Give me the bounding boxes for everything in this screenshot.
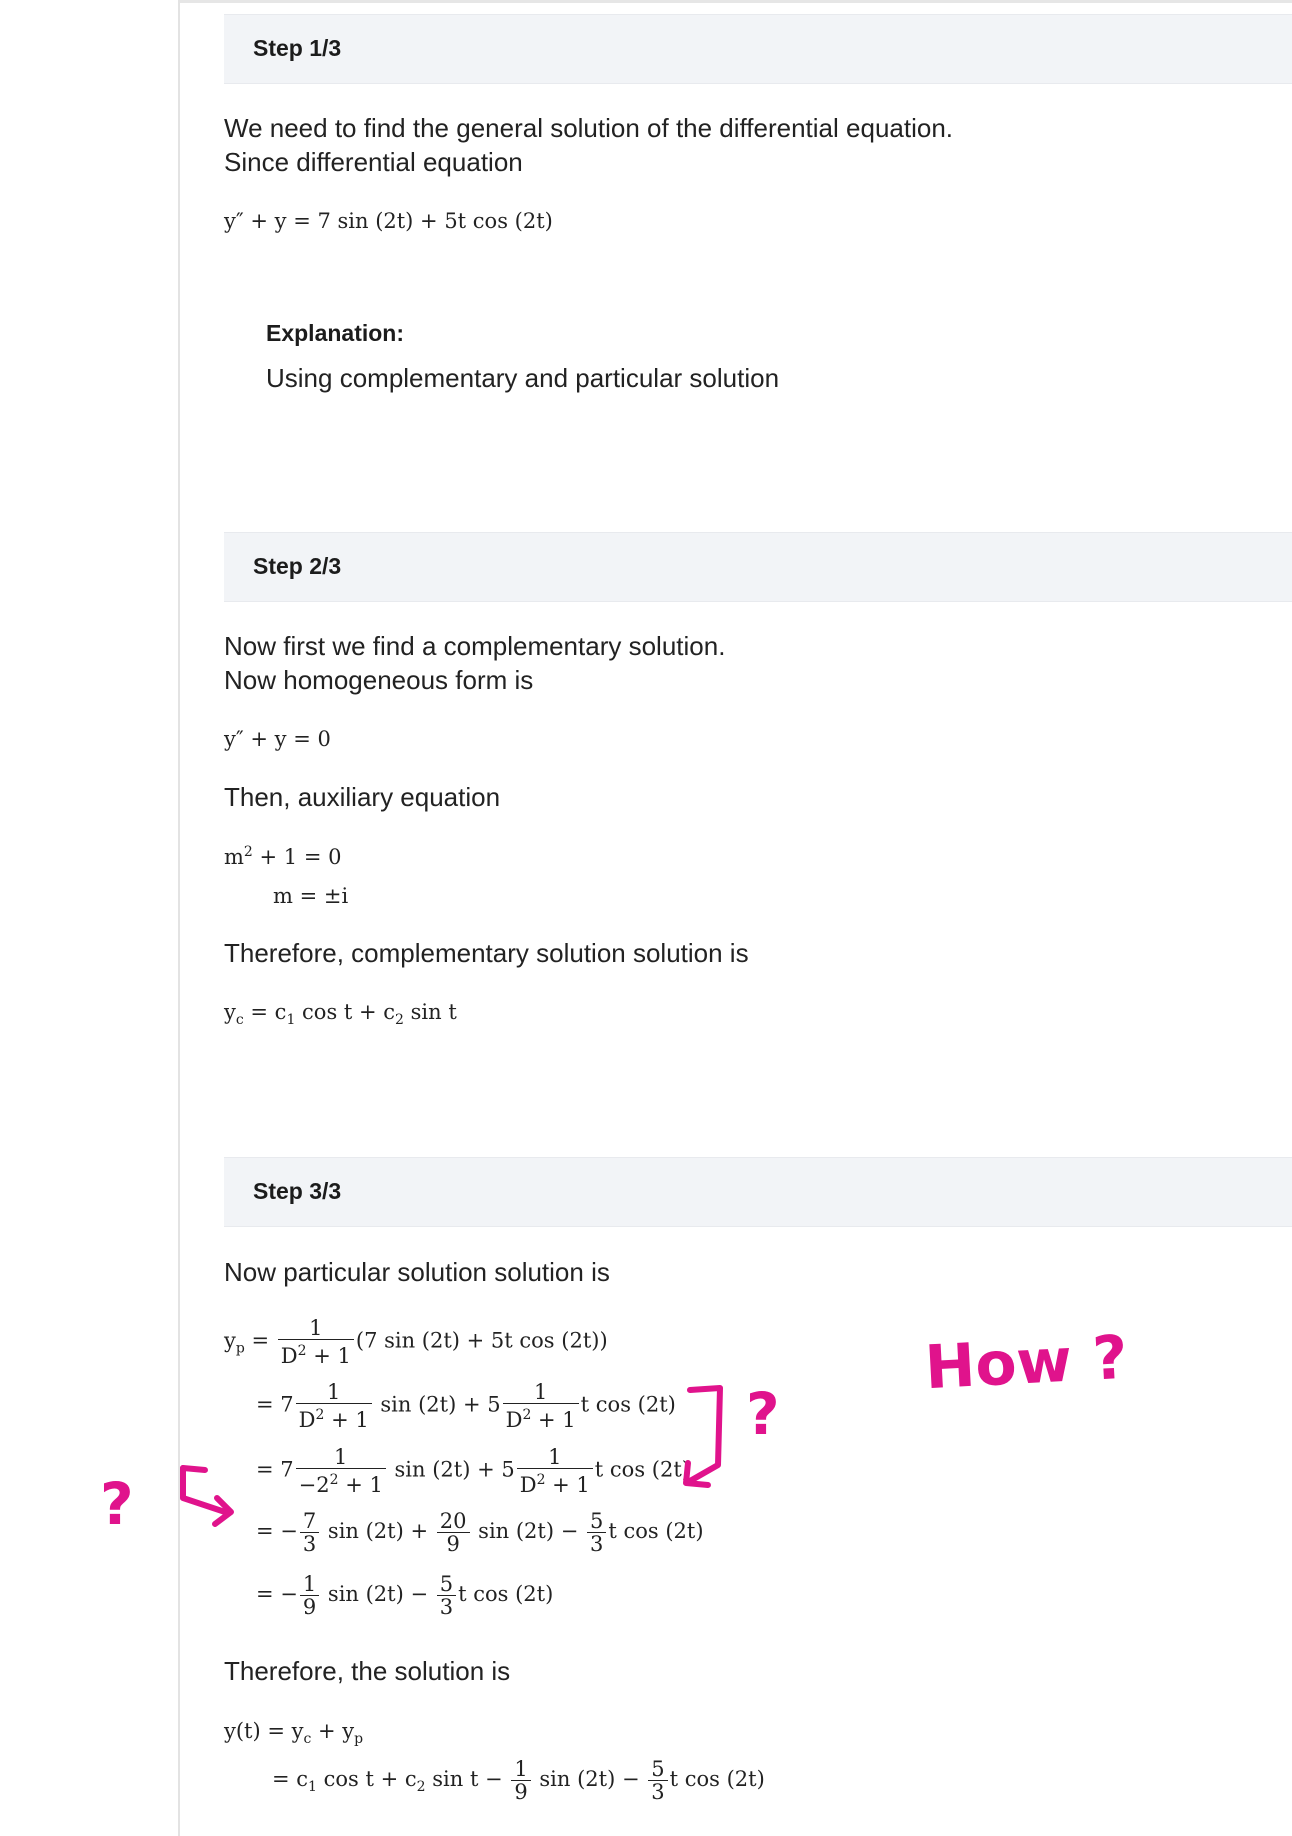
top-border <box>178 0 1292 3</box>
step-1-label: Step 1/3 <box>253 35 342 61</box>
particular-line-3: = 7 $\frac{1}{-2^2 + 1}$ sin (2t) + 5 $\frac{1}{D^2 + 1}$ t cos (2t) <box>256 1445 690 1497</box>
step-1-header[interactable] <box>224 14 1292 84</box>
complementary-solution: $y_c = c_1$ $\cos t + c_2$ sin t <box>224 1000 457 1029</box>
explanation-text: Using complementary and particular solution <box>266 363 780 393</box>
particular-line-4: = − $\frac{7}{3}$ sin (2t) + $\frac{20}{9}$ sin (2t) − $\frac{5}{3}$ t cos (2t) <box>256 1509 704 1556</box>
homogeneous-equation: y″ + y = 0 <box>224 727 331 751</box>
step-2-label: Step 2/3 <box>253 553 342 579</box>
step-2-text-line-1: Now first we find a complementary solution. <box>224 631 726 661</box>
particular-line-5: = − $\frac{1}{9}$ sin (2t) − $\frac{5}{3}$ t cos (2t) <box>256 1572 554 1619</box>
step-3-label: Step 3/3 <box>253 1178 342 1204</box>
particular-line-1: $y_p$ = $\frac{1}{D^2 + 1}$ (7 sin (2t) + 5t cos (2t)) <box>224 1316 608 1368</box>
particular-text: Now particular solution solution is <box>224 1257 610 1287</box>
final-solution-text: Therefore, the solution is <box>224 1656 511 1686</box>
auxiliary-roots: m = ±i <box>273 884 349 908</box>
step-2-header[interactable] <box>224 532 1292 602</box>
general-solution-line-1: $y(t) = y_c + y_p$ <box>224 1719 364 1748</box>
step-1-text-line-2: Since differential equation <box>224 147 523 177</box>
particular-line-2: = 7 $\frac{1}{D^2 + 1}$ sin (2t) + 5 $\frac{1}{D^2 + 1}$ t cos (2t) <box>256 1380 676 1432</box>
auxiliary-text: Then, auxiliary equation <box>224 782 501 812</box>
step-2-text-line-2: Now homogeneous form is <box>224 665 534 695</box>
content-left-border <box>178 0 180 1836</box>
question-mark-annotation-right: ? <box>746 1380 780 1448</box>
auxiliary-equation: $m^2 + 1 = 0$ <box>224 844 342 869</box>
question-mark-annotation-left: ? <box>100 1470 134 1538</box>
hand-drawn-arrow-down-left-icon <box>680 1385 740 1490</box>
step-3-header[interactable] <box>224 1157 1292 1227</box>
hand-drawn-arrow-right-icon <box>175 1462 247 1534</box>
step-1-text-line-1: We need to find the general solution of the differential equation. <box>224 113 954 143</box>
how-annotation: How ? <box>923 1322 1130 1404</box>
complementary-text: Therefore, complementary solution solution is <box>224 938 749 968</box>
step-1-equation: y″ + y = 7 sin (2t) + 5t cos (2t) <box>224 209 553 233</box>
general-solution-line-2: = $c_1$ $\cos t + c_2$ sin t − $\frac{1}{9}$ sin (2t) − $\frac{5}{3}$ t cos (2t) <box>272 1757 765 1804</box>
explanation-label: Explanation: <box>266 320 405 346</box>
